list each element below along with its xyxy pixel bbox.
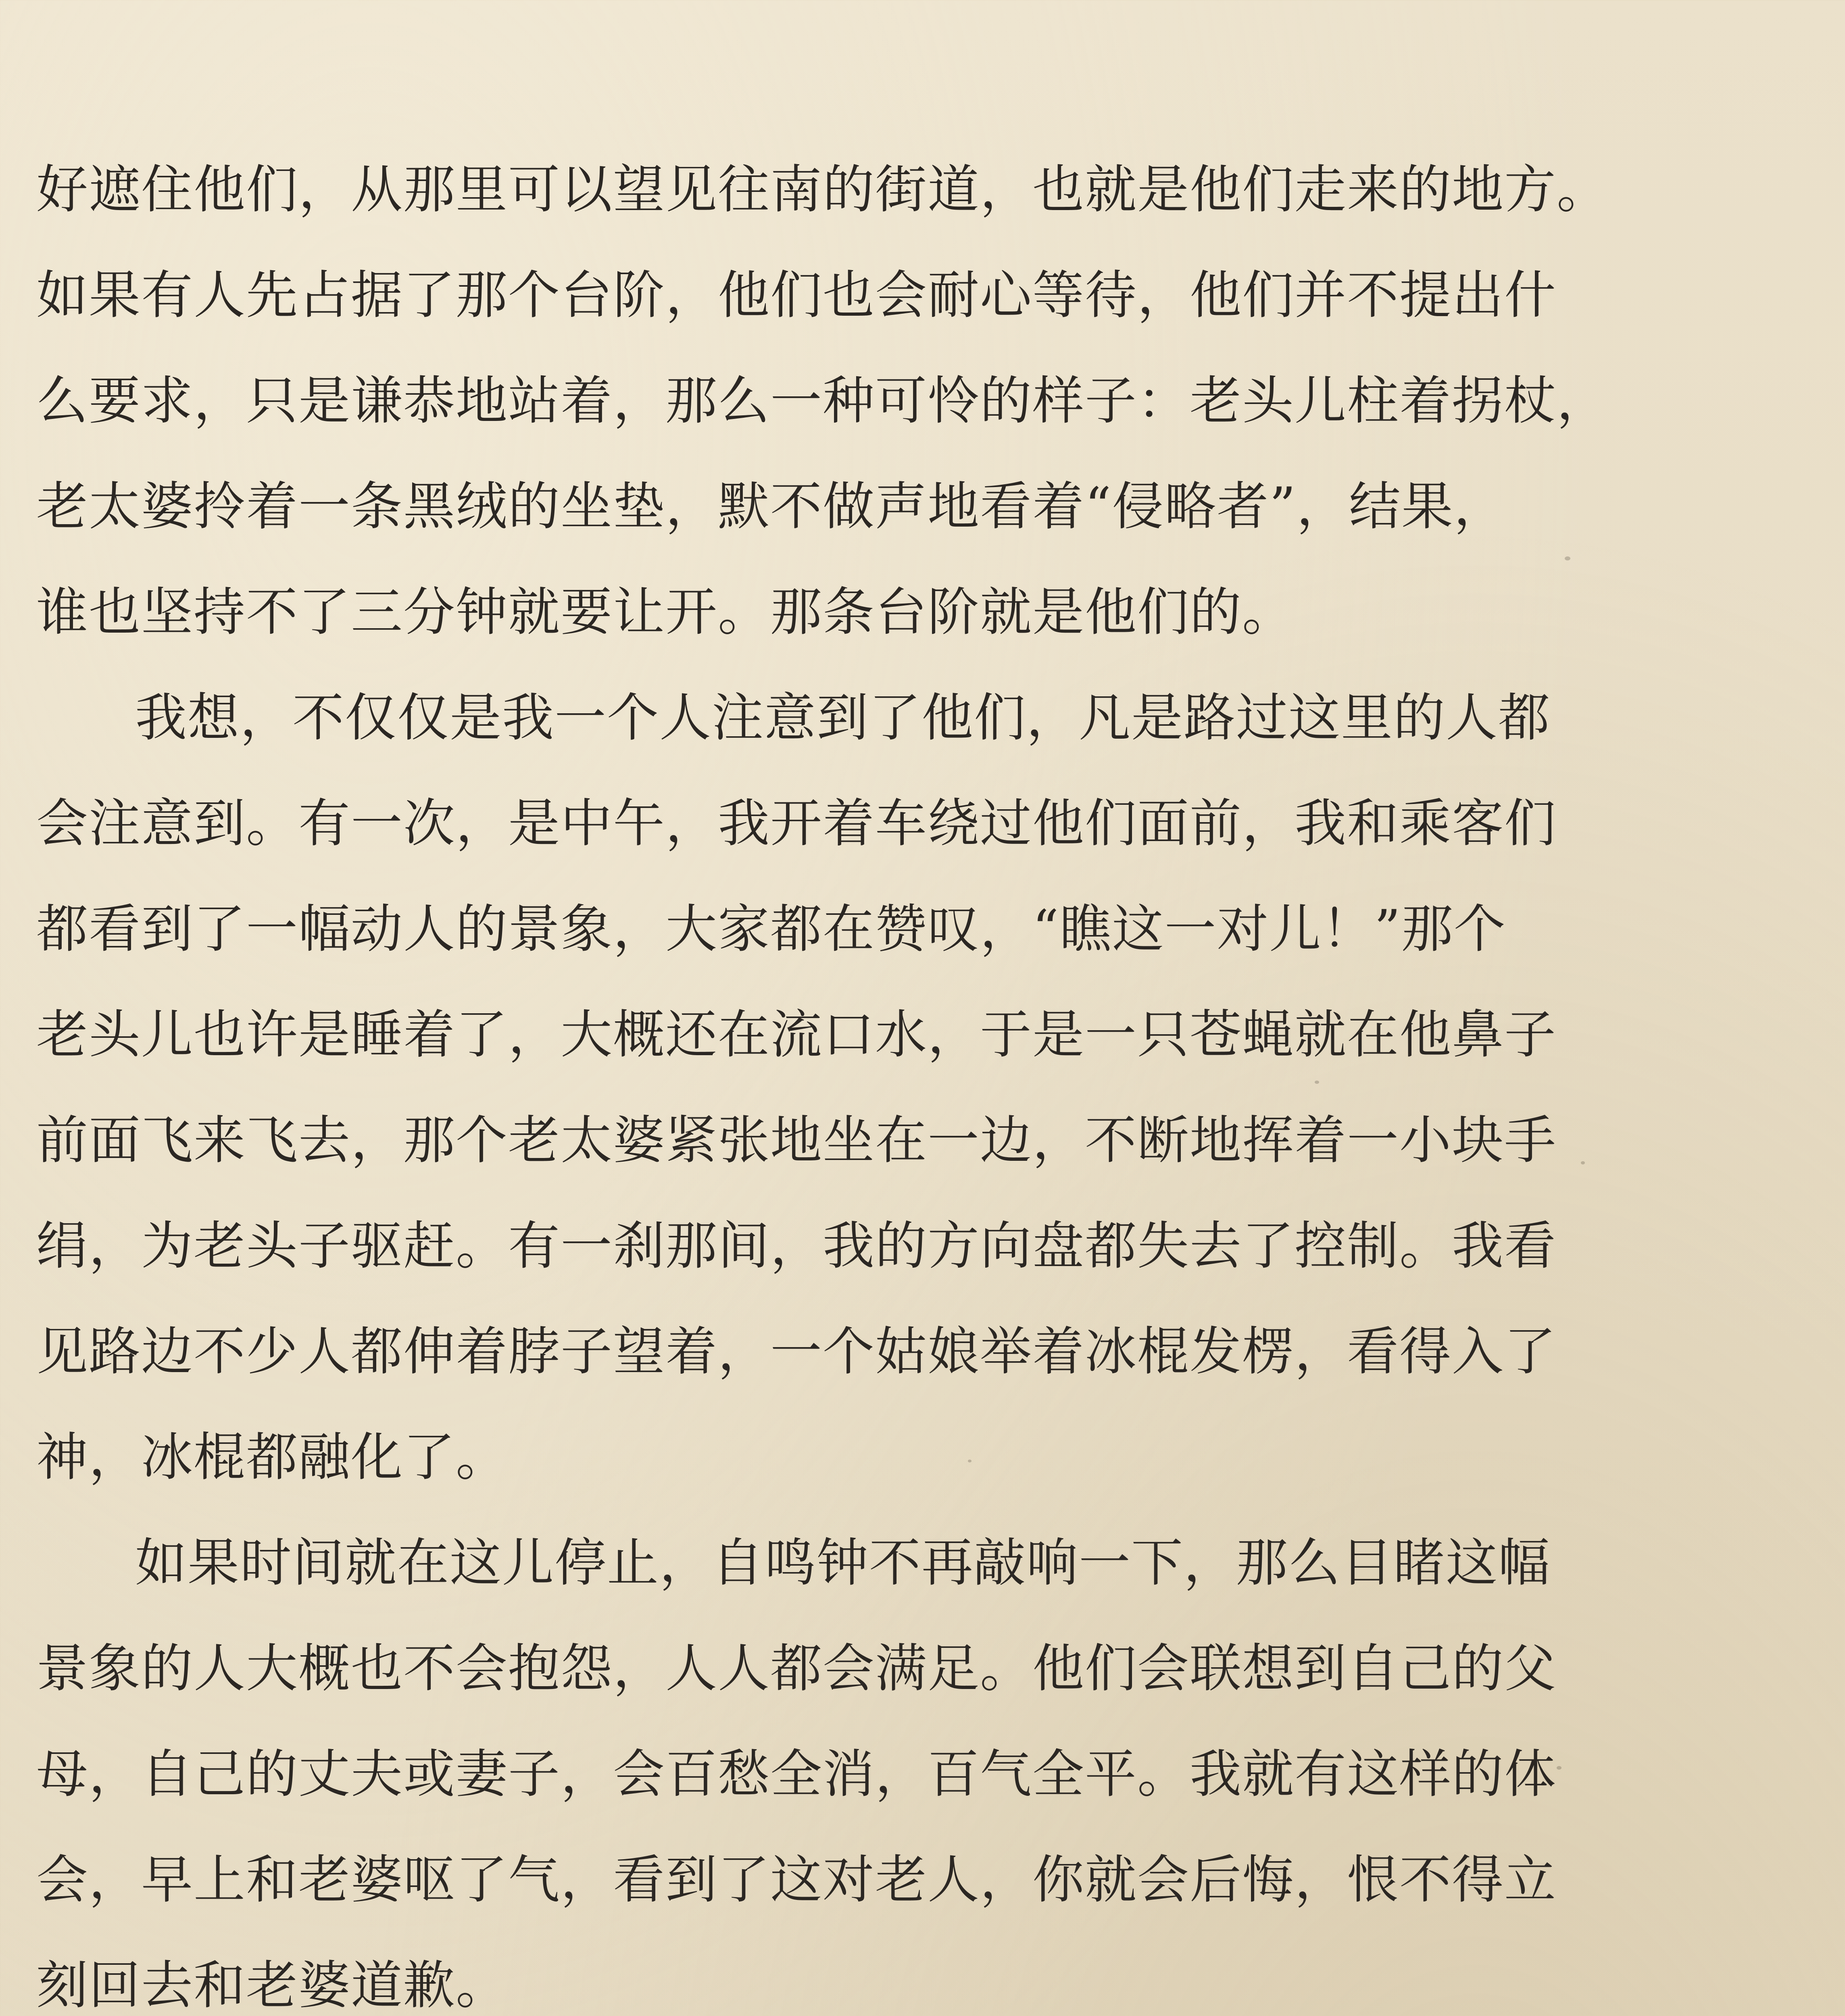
text-line: 都看到了一幅动人的景象，大家都在赞叹，“瞧这一对儿！”那个 [36, 899, 1506, 959]
text-line: 会，早上和老婆呕了气，看到了这对老人，你就会后悔，恨不得立 [36, 1850, 1557, 1910]
text-line: 母，自己的丈夫或妻子，会百愁全消，百气全平。我就有这样的体 [36, 1744, 1557, 1804]
text-line: 景象的人大概也不会抱怨，人人都会满足。他们会联想到自己的父 [36, 1639, 1557, 1699]
paper-speck [968, 1460, 971, 1462]
text-line: 老太婆拎着一条黑绒的坐垫，默不做声地看着“侵略者”，结果， [36, 477, 1506, 537]
text-line: 会注意到。有一次，是中午，我开着车绕过他们面前，我和乘客们 [36, 793, 1557, 854]
paper-speck [1315, 1081, 1319, 1084]
text-line: 绢，为老头子驱赶。有一刹那间，我的方向盘都失去了控制。我看 [36, 1216, 1557, 1276]
text-line: 前面飞来飞去，那个老太婆紧张地坐在一边，不断地挥着一小块手 [36, 1110, 1557, 1170]
text-line: 见路边不少人都伸着脖子望着，一个姑娘举着冰棍发楞，看得入了 [36, 1322, 1557, 1382]
paragraph-start-line: 我想，不仅仅是我一个人注意到了他们，凡是路过这里的人都 [135, 688, 1551, 748]
text-line: 么要求，只是谦恭地站着，那么一种可怜的样子：老头儿柱着拐杖， [36, 371, 1609, 431]
paragraph-start-line: 如果时间就在这儿停止，自鸣钟不再敲响一下，那么目睹这幅 [135, 1533, 1551, 1593]
text-line: 神，冰棍都融化了。 [36, 1427, 509, 1487]
paper-speck [1565, 556, 1570, 560]
text-line: 谁也坚持不了三分钟就要让开。那条台阶就是他们的。 [36, 582, 1295, 642]
text-line: 如果有人先占据了那个台阶，他们也会耐心等待，他们并不提出什 [36, 265, 1557, 325]
paper-speck [1557, 1766, 1561, 1770]
paper-speck [1581, 1161, 1585, 1164]
text-line: 老头儿也许是睡着了，大概还在流口水，于是一只苍蝇就在他鼻子 [36, 1005, 1557, 1065]
body-text [36, 137, 1609, 2016]
text-line: 好遮住他们，从那里可以望见往南的街道，也就是他们走来的地方。 [36, 160, 1609, 220]
text-line: 刻回去和老婆道歉。 [36, 1956, 509, 2016]
